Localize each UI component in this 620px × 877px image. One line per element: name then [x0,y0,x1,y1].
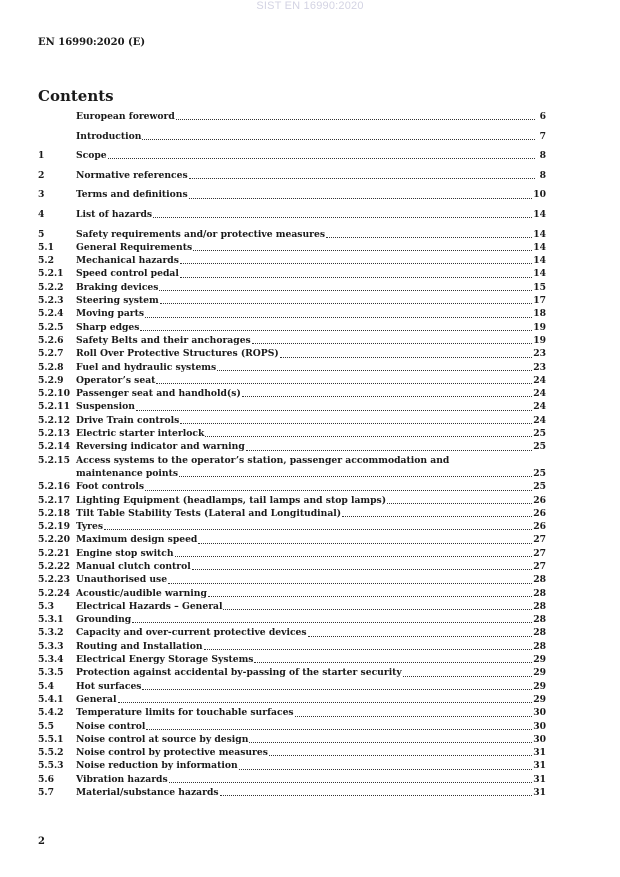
toc-entry-page: 29 [533,680,546,692]
toc-entry-label: Steering system [76,295,159,307]
toc-entry-label: Foot controls [76,481,144,493]
dot-leader [145,490,532,491]
toc-entry[interactable] [38,454,546,481]
toc-entry-page: 19 [533,334,546,346]
dot-leader [280,357,533,358]
dot-leader [217,370,532,371]
toc-entry[interactable] [38,520,546,533]
toc-entry-page: 14 [533,268,546,280]
dot-leader [159,290,532,291]
dot-leader [156,383,532,384]
toc-entry-number: 5.2.8 [38,361,64,373]
toc-entry-label: General Requirements [76,241,193,253]
toc-entry-number: 5.2.23 [38,574,70,586]
toc-entry-number: 5.5.1 [38,733,64,745]
dot-leader [192,569,532,570]
toc-entry-label: Capacity and over-current protective devices [76,627,307,639]
toc-entry-number: 5.1 [38,241,54,253]
toc-entry-page: 31 [533,773,546,785]
toc-entry-page: 17 [533,295,546,307]
toc-entry-label: Noise control [76,720,146,732]
toc-entry-label: Hot surfaces [76,680,142,692]
dot-leader [249,742,532,743]
toc-entry-number: 5.2.18 [38,507,70,519]
dot-leader [176,119,535,120]
dot-leader [142,139,535,140]
toc-entry[interactable] [38,149,546,162]
toc-entry-number: 5.2.20 [38,534,70,546]
toc-entry-label: Noise control at source by design [76,733,249,745]
dot-leader [189,178,535,179]
toc-entry-number: 5.2.12 [38,414,70,426]
dot-leader [198,543,532,544]
dot-leader [246,450,532,451]
toc-entry-number: 5.5.2 [38,747,64,759]
toc-entry-page: 8 [539,169,546,181]
toc-entry-page: 30 [533,720,546,732]
toc-entry-page: 24 [533,388,546,400]
toc-entry[interactable] [38,480,546,493]
toc-entry[interactable] [38,560,546,573]
toc-entry-page: 7 [539,130,546,142]
toc-entry-page: 31 [533,787,546,799]
page-title: Contents [38,87,114,105]
dot-leader [180,277,532,278]
dot-leader [180,423,532,424]
toc-entry-label: Reversing indicator and warning [76,441,245,453]
toc-entry[interactable] [38,733,546,746]
toc-entry-number: 5.4.2 [38,707,64,719]
dot-leader [179,476,532,477]
toc-entry-number: 5.3.5 [38,667,64,679]
toc-entry-page: 25 [533,441,546,453]
toc-entry-page: 24 [533,401,546,413]
toc-entry-label: Normative references [76,169,188,181]
toc-entry-page: 23 [533,348,546,360]
toc-entry-number: 5.5.3 [38,760,64,772]
toc-entry-label: Electrical Hazards – General [76,600,223,612]
toc-entry-page: 10 [533,189,546,201]
toc-entry-label: Material/substance hazards [76,787,219,799]
toc-entry-number: 3 [38,189,45,201]
toc-entry[interactable] [38,494,546,507]
toc-entry[interactable] [38,188,546,201]
toc-entry-number: 5.2.13 [38,428,70,440]
toc-entry-number: 5.2.16 [38,481,70,493]
toc-entry-label: Temperature limits for touchable surfaces [76,707,294,719]
toc-entry[interactable] [38,208,546,221]
toc-entry-label: Routing and Installation [76,640,203,652]
toc-entry-number: 5.2.4 [38,308,64,320]
dot-leader [145,317,532,318]
toc-entry-page: 29 [533,667,546,679]
toc-entry[interactable] [38,440,546,453]
toc-entry-page: 14 [533,241,546,253]
toc-entry-number: 5.2.3 [38,295,64,307]
toc-entry-label: Mechanical hazards [76,255,179,267]
toc-entry-number: 5.2.5 [38,321,64,333]
toc-entry-page: 14 [533,255,546,267]
toc-entry-number: 5.2 [38,255,54,267]
toc-entry[interactable] [38,400,546,413]
toc-entry-number: 5.2.24 [38,587,70,599]
dot-leader [153,217,532,218]
toc-entry[interactable] [38,573,546,586]
toc-entry-label: General [76,693,117,705]
toc-entry[interactable] [38,720,546,733]
toc-entry[interactable] [38,414,546,427]
toc-entry-label: Unauthorised use [76,574,168,586]
toc-entry-page: 28 [533,600,546,612]
dot-leader [118,702,533,703]
dot-leader [168,583,532,584]
dot-leader [175,556,533,557]
toc-entry-label: Safety requirements and/or protective measures [76,228,325,240]
toc-entry-label: Braking devices [76,281,159,293]
toc-entry-number: 5.2.9 [38,374,64,386]
toc-entry[interactable] [38,759,546,772]
toc-entry-number: 5.3 [38,600,54,612]
dot-leader [239,769,533,770]
toc-entry[interactable] [38,626,546,639]
toc-entry[interactable] [38,773,546,786]
toc-entry-number: 5.2.21 [38,547,70,559]
toc-entry-label: Noise control by protective measures [76,747,268,759]
dot-leader [204,649,533,650]
dot-leader [223,609,532,610]
toc-entry-page: 28 [533,614,546,626]
toc-entry-number: 2 [38,169,45,181]
toc-entry-page: 23 [533,361,546,373]
toc-entry-number: 5.3.3 [38,640,64,652]
toc-entry[interactable] [38,110,546,123]
toc-entry-page: 31 [533,747,546,759]
toc-entry[interactable] [38,334,546,347]
toc-entry[interactable] [38,600,546,613]
toc-entry[interactable] [38,653,546,666]
toc-entry[interactable] [38,613,546,626]
toc-entry-number: 5.2.1 [38,268,64,280]
toc-entry-number: 5.4 [38,680,54,692]
toc-entry[interactable] [38,587,546,600]
toc-entry-label: Passenger seat and handhold(s) [76,388,241,400]
toc-entry-number: 5.4.1 [38,693,64,705]
toc-entry-label: Electric starter interlock [76,428,205,440]
dot-leader [180,263,532,264]
toc-entry-page: 25 [533,467,546,479]
toc-entry[interactable] [38,640,546,653]
toc-entry-page: 26 [533,507,546,519]
dot-leader [342,516,532,517]
dot-leader [193,250,532,251]
dot-leader [254,662,532,663]
toc-entry-label: Moving parts [76,308,145,320]
dot-leader [220,795,533,796]
dot-leader [140,330,532,331]
page-number: 2 [38,836,45,847]
toc-entry[interactable] [38,254,546,267]
toc-entry[interactable] [38,130,546,143]
toc-entry[interactable] [38,387,546,400]
toc-entry[interactable] [38,281,546,294]
toc-entry-page: 27 [533,534,546,546]
toc-entry-page: 27 [533,547,546,559]
toc-entry[interactable] [38,294,546,307]
toc-entry-page: 25 [533,428,546,440]
toc-entry[interactable] [38,533,546,546]
toc-entry-label: Introduction [76,130,142,142]
toc-entry-label: Vibration hazards [76,773,168,785]
toc-entry-label: Grounding [76,614,132,626]
toc-entry-number: 5.2.7 [38,348,64,360]
toc-entry-page: 30 [533,733,546,745]
toc-entry[interactable] [38,427,546,440]
toc-entry-page: 28 [533,640,546,652]
toc-entry-page: 28 [533,627,546,639]
dot-leader [205,436,532,437]
toc-entry[interactable] [38,507,546,520]
toc-entry-page: 15 [533,281,546,293]
toc-entry-label: Terms and definitions [76,189,188,201]
toc-entry-number: 5.3.2 [38,627,64,639]
toc-entry[interactable] [38,374,546,387]
toc-entry-page: 29 [533,693,546,705]
dot-leader [387,503,532,504]
dot-leader [146,729,532,730]
toc-entry[interactable] [38,169,546,182]
toc-entry-number: 5.2.6 [38,334,64,346]
dot-leader [252,343,532,344]
toc-entry-page: 25 [533,481,546,493]
dot-leader [308,636,533,637]
toc-entry-page: 24 [533,374,546,386]
toc-entry-page: 27 [533,560,546,572]
toc-entry[interactable] [38,321,546,334]
document-id: EN 16990:2020 (E) [38,37,146,48]
toc-entry[interactable] [38,228,546,241]
toc-entry-label: Electrical Energy Storage Systems [76,654,254,666]
toc-entry-label: Access systems to the operator’s station, passenger accommodation and [76,454,450,466]
toc-entry-page: 30 [533,707,546,719]
toc-entry-label: Scope [76,150,107,162]
toc-entry-page: 8 [539,150,546,162]
toc-entry[interactable] [38,361,546,374]
toc-entry-page: 24 [533,414,546,426]
toc-entry[interactable] [38,241,546,254]
toc-entry-number: 5.2.22 [38,560,70,572]
toc-entry-label: Sharp edges [76,321,140,333]
toc-entry-page: 6 [539,111,546,122]
toc-entry-number: 5.5 [38,720,54,732]
dot-leader [142,689,532,690]
dot-leader [132,622,532,623]
toc-entry-number: 5.2.15 [38,454,70,466]
toc-entry[interactable] [38,666,546,679]
dot-leader [189,198,533,199]
toc-entry-page: 14 [533,228,546,240]
dot-leader [403,676,532,677]
toc-entry-label: List of hazards [76,208,153,220]
toc-entry[interactable] [38,347,546,360]
toc-entry-page: 18 [533,308,546,320]
toc-entry-label: Drive Train controls [76,414,180,426]
toc-entry-label: Fuel and hydraulic systems [76,361,217,373]
toc-entry-number: 5.7 [38,787,54,799]
toc-entry-label: Engine stop switch [76,547,174,559]
watermark: SIST EN 16990:2020 [256,0,364,12]
toc-entry-label: European foreword [76,111,175,122]
toc-entry-label: Operator’s seat [76,374,156,386]
toc-entry-number: 5.6 [38,773,54,785]
toc-entry-page: 19 [533,321,546,333]
dot-leader [136,410,532,411]
toc-entry-label: Maximum design speed [76,534,198,546]
dot-leader [104,529,532,530]
toc-entry-label: Suspension [76,401,135,413]
toc-entry-label: Lighting Equipment (headlamps, tail lamps and stop lamps) [76,494,387,506]
toc-entry[interactable] [38,693,546,706]
toc-entry-number: 5.2.2 [38,281,64,293]
toc-entry-number: 5.2.14 [38,441,70,453]
toc-entry-number: 4 [38,208,45,220]
toc-entry-label: Tilt Table Stability Tests (Lateral and Longitudinal) [76,507,342,519]
dot-leader [160,303,533,304]
toc-entry-page: 29 [533,654,546,666]
toc-entry-label: Manual clutch control [76,560,191,572]
toc-entry-number: 5.3.1 [38,614,64,626]
toc-entry-label: Tyres [76,521,104,533]
toc-entry[interactable] [38,786,546,799]
toc-entry-label: Protection against accidental by-passing of the starter security [76,667,402,679]
toc-entry-label: Roll Over Protective Structures (ROPS) [76,348,279,360]
toc-entry[interactable] [38,307,546,320]
toc-entry-number: 5.2.10 [38,388,70,400]
toc-entry-label-continued: maintenance points [76,467,179,479]
toc-entry-number: 5.3.4 [38,654,64,666]
toc-entry-label: Speed control pedal [76,268,179,280]
toc-entry-number: 1 [38,150,45,162]
toc-entry-label: Safety Belts and their anchorages [76,334,251,346]
toc-entry-page: 26 [533,521,546,533]
toc-entry[interactable] [38,746,546,759]
toc-entry-label: Acoustic/audible warning [76,587,207,599]
toc-entry[interactable] [38,267,546,280]
dot-leader [108,158,535,159]
dot-leader [169,782,533,783]
dot-leader [208,596,532,597]
toc-entry[interactable] [38,547,546,560]
dot-leader [295,716,533,717]
toc-entry-number: 5.2.17 [38,494,70,506]
table-of-contents [38,110,546,799]
toc-entry[interactable] [38,706,546,719]
toc-entry-label: Noise reduction by information [76,760,238,772]
toc-entry[interactable] [38,680,546,693]
toc-entry-page: 26 [533,494,546,506]
toc-entry-number: 5.2.11 [38,401,70,413]
toc-entry-page: 28 [533,587,546,599]
toc-entry-page: 28 [533,574,546,586]
toc-entry-page: 31 [533,760,546,772]
dot-leader [326,237,532,238]
toc-entry-page: 14 [533,208,546,220]
dot-leader [242,396,532,397]
toc-entry-number: 5.2.19 [38,521,70,533]
toc-entry-number: 5 [38,228,45,240]
dot-leader [269,755,532,756]
